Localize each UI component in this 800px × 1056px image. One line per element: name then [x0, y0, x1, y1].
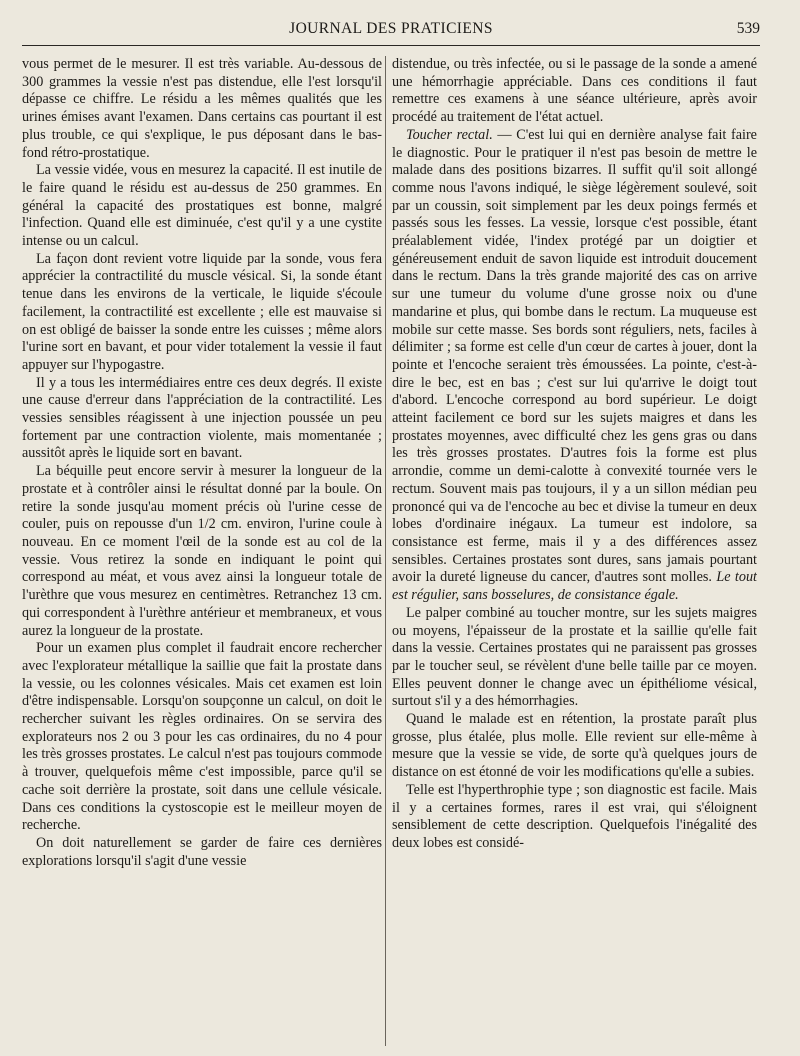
paragraph: Il y a tous les intermédiaires entre ces deux degrés. Il existe une cause d'erreur dans l'appréciation de la contractilité. Les vessies sensibles réagissent à une injection poussée un peu fortement par une contraction violente, mais momentanée ; aussitôt après le liquide sort en bavant. [22, 374, 382, 462]
header-rule [22, 45, 760, 46]
paragraph: Quand le malade est en rétention, la prostate paraît plus grosse, plus étalée, plus molle. Elle revient sur elle-même à mesure que la vessie se vide, de sorte qu'à quelques jours de distance on est étonné de voir les modifications qu'elle a subies. [392, 711, 757, 781]
paragraph: Le palper combiné au toucher montre, sur les sujets maigres ou moyens, l'épaisseur de la prostate et la saillie qu'elle fait dans la vessie. Certaines prostates qui ne paraissent pas grosses par le toucher seul, se révèlent d'une belle taille par ce moyen. Elles peuvent donner le change avec un épithéliome vésical, surtout s'il y a des hémorrhagies. [392, 604, 757, 710]
right-column [392, 56, 757, 1048]
italic-phrase: Le tout est régulier, sans bosselures, de consistance égale. [392, 569, 757, 604]
paragraph: Pour un examen plus complet il faudrait encore rechercher avec l'explorateur métallique la saillie que fait la prostate dans la vessie, ou les colonnes vésicales. Mais cet examen est loin d'être indispensable. Lorsqu'on soupçonne un calcul, on doit le rechercher suivant les règles ordinaires. On se servira des explorateurs nos 2 ou 3 pour les cas ordinaires, du no 4 pour les très grosses prostates. Le calcul n'est pas toujours commode à trouver, quelquefois même c'est impossible, parce qu'il se cache soit derrière la prostate, soit dans une cellule vésicale. Dans ces conditions la cystoscopie est le meilleur moyen de recherche. [22, 640, 382, 834]
running-title: JOURNAL DES PRATICIENS [289, 20, 493, 37]
paragraph [392, 127, 757, 605]
paragraph: La vessie vidée, vous en mesurez la capacité. Il est inutile de le faire quand le résidu est au-dessus de 250 grammes. En général la capacité des prostatiques est bonne, malgré l'infection. Quand elle est diminuée, c'est qu'il y a une cystite intense ou un calcul. [22, 162, 382, 250]
column-divider [385, 56, 386, 1046]
left-column [22, 56, 382, 1048]
page-header [22, 18, 760, 44]
paragraph: Telle est l'hyperthrophie type ; son diagnostic est facile. Mais il y a certaines formes, rares il est vrai, qui s'éloignent sensiblement de cette description. Quelquefois l'inégalité des deux lobes est considé- [392, 781, 757, 851]
page-number: 539 [736, 20, 760, 37]
paragraph-text: — C'est lui qui en dernière analyse fait faire le diagnostic. Pour le pratiquer il n'est pas besoin de mettre le malade dans des positions bizarres. Il suffit qu'il soit allongé comme nous l'avons indiqué, le siège légèrement soulevé, soit par un coussin, soit simplement par les deux poings fermés et passés sous les fesses. La vessie, lorsque c'est possible, étant préalablement vidée, l'index protégé par un doigtier et généreusement enduit de savon liquide est introduit doucement dans le rectum. Dans la très grande majorité des cas on arrive sur une tumeur du volume d'une grosse noix ou d'une mandarine et plus, qui bombe dans le rectum. La muqueuse est mobile sur cette masse. Ses bords sont réguliers, nets, faciles à délimiter ; sa forme est celle d'un cœur de cartes à jouer, dont la pointe et l'encoche seraient très émoussées. La pointe, c'est-à-dire le bec, est en bas ; c'est sur lui qu'arrive le doigt tout d'abord. L'encoche correspond au bord supérieur. Le doigt atteint facilement ce bord sur les sujets maigres et dans les prostates moyennes, avec difficulté chez les gens gras ou dans les très grosses prostates. D'autres fois la forme est plus arrondie, comme un demi-calotte à convexité tournée vers le rectum. Souvent mais pas toujours, il y a un sillon médian peu prononcé qui va de l'encoche au bec et divise la tumeur en deux lobes d'ordinaire inégaux. La tumeur est indolore, sa consistance est ferme, mais il y a des différences assez sensibles. Certaines prostates sont dures, sans jamais pourtant avoir la dureté ligneuse du cancer, d'autres sont molles. [392, 126, 757, 586]
paragraph: La béquille peut encore servir à mesurer la longueur de la prostate et à contrôler ainsi le résultat donné par la boule. On retire la sonde jusqu'au moment précis où l'urine cesse de couler, puis on repousse d'un 1/2 cm. environ, l'urine coule à nouveau. En ce moment l'œil de la sonde est au col de la vessie. Vous retirez la sonde en indiquant le point qui correspond au méat, et vous avez ainsi la longueur totale de l'urèthre que vous mesurez en centimètres. Retranchez 13 cm. qui correspondent à l'urèthre antérieur et membraneux, et vous aurez la longueur de la prostate. [22, 463, 382, 639]
paragraph: La façon dont revient votre liquide par la sonde, vous fera apprécier la contractilité du muscle vésical. Si, la sonde étant tenue dans les environs de la verticale, le liquide s'écoule facilement, la contractilité est excellente ; elle est mauvaise si on est obligé de baisser la sonde entre les cuisses ; même alors l'urine sort en bavant, et pour vider totalement la vessie il faut appuyer sur l'hypogastre. [22, 250, 382, 373]
section-heading-toucher-rectal: Toucher rectal. [406, 126, 493, 143]
paragraph: distendue, ou très infectée, ou si le passage de la sonde a amené une hémorrhagie appréciable. Dans ces conditions il faut remettre ces examens à une séance ultérieure, après avoir procédé au traitement de l'état actuel. [392, 56, 757, 126]
paragraph: On doit naturellement se garder de faire ces dernières explorations lorsqu'il s'agit d'une vessie [22, 834, 382, 869]
paragraph: vous permet de le mesurer. Il est très variable. Au-dessous de 300 grammes la vessie n'est pas distendue, elle l'est lorsqu'il dépasse ce chiffre. Le résidu a les mêmes qualités que les urines émises avant l'examen. Dans certains cas pourtant il est plus trouble, ce qui s'explique, le pus déposant dans le bas-fond rétro-prostatique. [22, 56, 382, 161]
